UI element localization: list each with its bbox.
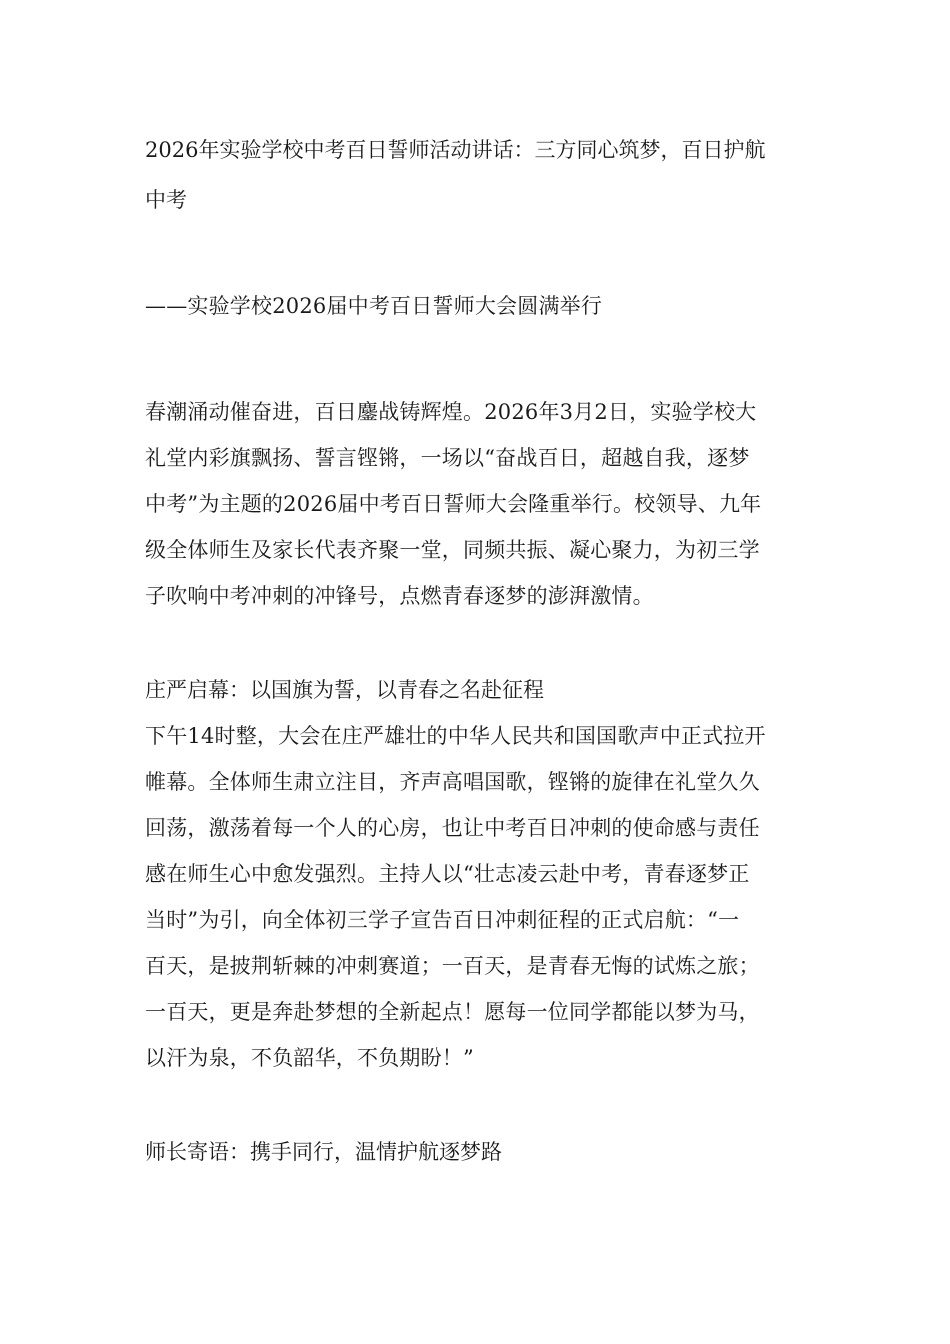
intro-line: 春潮涌动催奋进，百日鏖战铸辉煌。2026年3月2日，实验学校大 [145, 400, 757, 424]
intro-line: 级全体师生及家长代表齐聚一堂，同频共振、凝心聚力，为初三学 [145, 538, 760, 562]
document-subtitle: ——实验学校2026届中考百日誓师大会圆满举行 [145, 294, 603, 318]
section-1-line: 百天，是披荆斩棘的冲刺赛道；一百天，是青春无悔的试炼之旅； [145, 954, 760, 978]
document-page [145, 125, 810, 1175]
section-1-line: 回荡，激荡着每一个人的心房，也让中考百日冲刺的使命感与责任 [145, 816, 760, 840]
section-heading-1: 庄严启幕：以国旗为誓，以青春之名赴征程 [145, 678, 544, 702]
spacer [145, 225, 810, 283]
spacer [145, 619, 810, 667]
intro-line: 子吹响中考冲刺的冲锋号，点燃青春逐梦的澎湃激情。 [145, 584, 654, 608]
intro-line: 中考”为主题的2026届中考百日誓师大会隆重举行。校领导、九年 [145, 492, 762, 516]
section-1-line: 下午14时整，大会在庄严雄壮的中华人民共和国国歌声中正式拉开 [145, 724, 766, 748]
section-1-line: 一百天，更是奔赴梦想的全新起点！愿每一位同学都能以梦为马， [145, 1000, 760, 1024]
section-1-line: 感在师生心中愈发强烈。主持人以“壮志凌云赴中考，青春逐梦正 [145, 862, 750, 886]
document-title-line-2: 中考 [145, 188, 187, 212]
section-1-line: 以汗为泉，不负韶华，不负期盼！” [145, 1046, 474, 1070]
section-1-line: 当时”为引，向全体初三学子宣告百日冲刺征程的正式启航：“一 [145, 908, 740, 932]
section-1-line: 帷幕。全体师生肃立注目，齐声高唱国歌，铿锵的旋律在礼堂久久 [145, 770, 760, 794]
section-heading-2: 师长寄语：携手同行，温情护航逐梦路 [145, 1140, 502, 1164]
spacer [145, 329, 810, 389]
intro-paragraph [145, 389, 810, 619]
document-title-line-1: 2026年实验学校中考百日誓师活动讲话：三方同心筑梦，百日护航 [145, 138, 766, 162]
intro-line: 礼堂内彩旗飘扬、誓言铿锵，一场以“奋战百日，超越自我，逐梦 [145, 446, 750, 470]
section-1-paragraph [145, 713, 810, 1081]
spacer [145, 1081, 810, 1129]
